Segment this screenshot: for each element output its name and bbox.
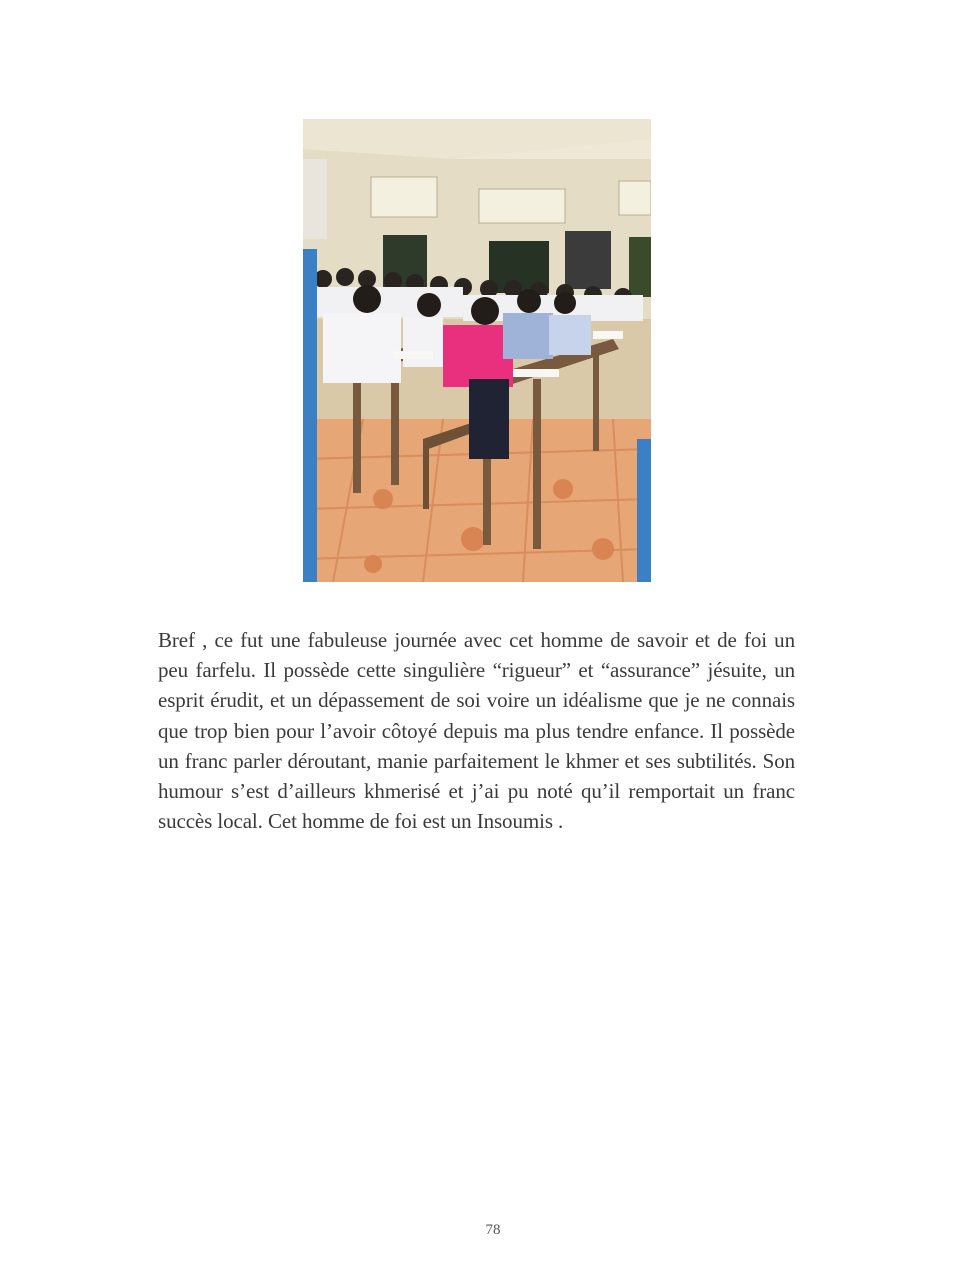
classroom-photo bbox=[303, 119, 651, 582]
body-paragraph: Bref , ce fut une fabuleuse journée avec cet homme de savoir et de foi un peu farfelu. Il possède cette singulière “rigueur” et “assurance” jésuite, un esprit érudit, et un dépassement de soi voire un idéalisme que je ne connais que trop bien pour l’avoir côtoyé depuis ma plus tendre enfance. Il possède un franc parler déroutant, manie parfaitement le khmer et ses subtilités. Son humour s’est d’ailleurs khmerisé et j’ai pu noté qu’il remportait un franc succès local. Cet homme de foi est un Insoumis . bbox=[158, 628, 795, 834]
classroom-photo-illustration bbox=[303, 119, 651, 582]
page-number: 78 bbox=[485, 1222, 501, 1238]
